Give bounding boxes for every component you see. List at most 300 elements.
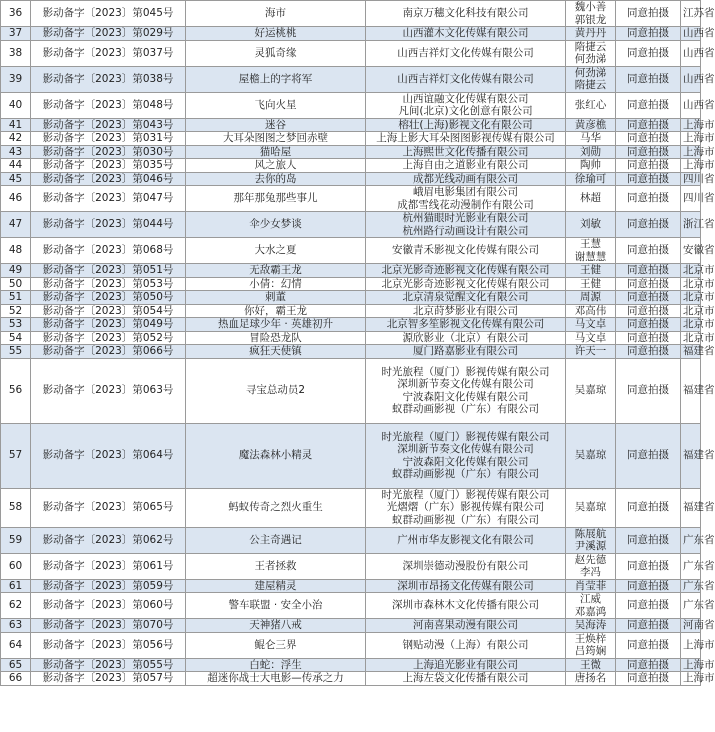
film-title: 公主奇遇记 (186, 527, 366, 553)
row-number: 38 (1, 40, 31, 66)
company-cell (366, 423, 566, 488)
row-number: 44 (1, 159, 31, 173)
row-number: 58 (1, 488, 31, 527)
film-title: 无敌霸王龙 (186, 264, 366, 278)
person-cell (566, 238, 616, 264)
registration-id: 影动备字〔2023〕第046号 (31, 172, 186, 186)
registration-id: 影动备字〔2023〕第065号 (31, 488, 186, 527)
registration-id: 影动备字〔2023〕第060号 (31, 593, 186, 619)
film-title: 那年那兔那些事儿 (186, 186, 366, 212)
registration-id: 影动备字〔2023〕第043号 (31, 118, 186, 132)
company-cell-line: 广州市华友影视文化有限公司 (397, 533, 534, 546)
table-body (1, 1, 715, 686)
person-cell (566, 527, 616, 553)
film-title: 大水之夏 (186, 238, 366, 264)
person-cell (566, 40, 616, 66)
person-cell-line: 周源 (580, 291, 601, 303)
approval-status: 同意拍摄 (616, 358, 681, 423)
person-cell (566, 553, 616, 579)
province-cell: 北京市 (681, 264, 701, 278)
company-cell (366, 145, 566, 159)
approval-status: 同意拍摄 (616, 277, 681, 291)
person-cell (566, 92, 616, 118)
company-cell (366, 132, 566, 146)
province-cell: 山西省 (681, 27, 701, 41)
row-number: 43 (1, 145, 31, 159)
film-title: 寻宝总动员2 (186, 358, 366, 423)
province-cell: 山西省 (681, 40, 701, 66)
person-cell-line: 谢慧慧 (574, 250, 607, 263)
row-number: 53 (1, 318, 31, 332)
person-cell (566, 672, 616, 686)
province-cell: 安徽省 (681, 238, 701, 264)
person-cell (566, 118, 616, 132)
person-cell (566, 331, 616, 345)
company-cell-line: 蚁群动画影视（广东）有限公司 (392, 513, 539, 526)
approval-status: 同意拍摄 (616, 291, 681, 305)
person-cell-line: 郭银龙 (574, 13, 607, 26)
registration-id: 影动备字〔2023〕第059号 (31, 579, 186, 593)
film-title: 建屋精灵 (186, 579, 366, 593)
film-title: 王者拯救 (186, 553, 366, 579)
company-cell (366, 291, 566, 305)
company-cell-line: 宁波森阳文化传媒有限公司 (402, 390, 529, 403)
company-cell-line: 北京光影奇迹影视文化传媒有限公司 (381, 277, 550, 290)
person-cell-line: 马文卓 (574, 331, 607, 344)
registration-id: 影动备字〔2023〕第054号 (31, 304, 186, 318)
person-cell-line: 唐扬名 (574, 672, 607, 684)
table-row (1, 553, 701, 579)
film-title: 蚂蚁传奇之烈火重生 (186, 488, 366, 527)
row-number: 52 (1, 304, 31, 318)
registration-id: 影动备字〔2023〕第052号 (31, 331, 186, 345)
person-cell-line: 王微 (580, 658, 601, 671)
company-cell-line: 深圳新节奏文化传媒有限公司 (397, 443, 534, 455)
company-cell (366, 593, 566, 619)
table-row (1, 277, 701, 291)
row-number: 54 (1, 331, 31, 345)
company-cell-line: 北京清泉觉醒文化有限公司 (402, 291, 529, 303)
registration-id: 影动备字〔2023〕第029号 (31, 27, 186, 41)
row-number: 51 (1, 291, 31, 305)
province-cell: 上海市 (681, 658, 701, 672)
registration-id: 影动备字〔2023〕第062号 (31, 527, 186, 553)
table-row (1, 212, 701, 238)
province-cell: 上海市 (681, 145, 701, 159)
person-cell (566, 145, 616, 159)
person-cell (566, 1, 616, 27)
person-cell (566, 345, 616, 359)
film-title: 你好，霸王龙 (186, 304, 366, 318)
person-cell-line: 许天一 (574, 345, 607, 357)
approval-status: 同意拍摄 (616, 579, 681, 593)
province-cell: 上海市 (681, 132, 701, 146)
approval-status: 同意拍摄 (616, 40, 681, 66)
province-cell: 河南省 (681, 619, 701, 633)
table-row (1, 304, 701, 318)
company-cell-line: 光熠熠（广东）影视传媒有限公司 (386, 501, 545, 514)
registration-id: 影动备字〔2023〕第044号 (31, 212, 186, 238)
film-title: 大耳朵图图之梦回赤壁 (186, 132, 366, 146)
registration-id: 影动备字〔2023〕第045号 (31, 1, 186, 27)
company-cell-line: 时光旅程（厦门）影视传媒有限公司 (381, 488, 550, 501)
company-cell (366, 92, 566, 118)
registration-id: 影动备字〔2023〕第048号 (31, 92, 186, 118)
province-cell: 福建省 (681, 358, 701, 423)
company-cell-line: 钢贴动漫（上海）有限公司 (402, 638, 529, 651)
company-cell (366, 304, 566, 318)
registration-id: 影动备字〔2023〕第050号 (31, 291, 186, 305)
person-cell (566, 304, 616, 318)
film-title: 飞向火星 (186, 92, 366, 118)
person-cell (566, 159, 616, 173)
province-cell: 上海市 (681, 632, 701, 658)
registration-id: 影动备字〔2023〕第051号 (31, 264, 186, 278)
person-cell (566, 423, 616, 488)
row-number: 66 (1, 672, 31, 686)
table-row (1, 345, 701, 359)
registration-id: 影动备字〔2023〕第061号 (31, 553, 186, 579)
film-title: 屋檐上的字将军 (186, 66, 366, 92)
person-cell-line: 吴海涛 (574, 619, 607, 631)
person-cell-line: 陈展航 (574, 527, 607, 540)
company-cell (366, 1, 566, 27)
person-cell (566, 488, 616, 527)
row-number: 64 (1, 632, 31, 658)
table-row (1, 593, 701, 619)
company-cell (366, 238, 566, 264)
row-number: 55 (1, 345, 31, 359)
person-cell-line: 何劲涕 (574, 53, 607, 65)
person-cell-line: 王健 (580, 277, 601, 290)
approval-status: 同意拍摄 (616, 331, 681, 345)
registration-id: 影动备字〔2023〕第068号 (31, 238, 186, 264)
person-cell-line: 吴嘉琼 (574, 501, 607, 514)
approval-status: 同意拍摄 (616, 658, 681, 672)
person-cell-line: 李冯 (580, 566, 601, 578)
person-cell-line: 黄丹丹 (574, 27, 607, 39)
registration-id: 影动备字〔2023〕第035号 (31, 159, 186, 173)
approval-status: 同意拍摄 (616, 1, 681, 27)
table-row (1, 27, 701, 41)
registration-id: 影动备字〔2023〕第066号 (31, 345, 186, 359)
person-cell-line: 赵先德 (574, 553, 607, 566)
row-number: 48 (1, 238, 31, 264)
film-title: 小倩：幻情 (186, 277, 366, 291)
person-cell (566, 172, 616, 186)
table-row (1, 423, 701, 488)
table-row (1, 331, 701, 345)
person-cell-line: 林超 (580, 192, 601, 205)
row-number: 59 (1, 527, 31, 553)
registration-id: 影动备字〔2023〕第037号 (31, 40, 186, 66)
person-cell (566, 186, 616, 212)
company-cell-line: 榕壮(上海)影视文化有限公司 (398, 118, 533, 131)
person-cell (566, 291, 616, 305)
table-row (1, 658, 701, 672)
table-row (1, 488, 701, 527)
company-cell-line: 北京光影奇迹影视文化传媒有限公司 (381, 264, 550, 276)
approval-status: 同意拍摄 (616, 527, 681, 553)
registration-id: 影动备字〔2023〕第064号 (31, 423, 186, 488)
approval-status: 同意拍摄 (616, 553, 681, 579)
approval-status: 同意拍摄 (616, 593, 681, 619)
company-cell (366, 345, 566, 359)
province-cell: 福建省 (681, 488, 701, 527)
company-cell-line: 山西吉祥灯文化传媒有限公司 (397, 46, 534, 59)
table-row (1, 291, 701, 305)
row-number: 50 (1, 277, 31, 291)
company-cell-line: 深圳市昂扬文化传媒有限公司 (397, 579, 534, 592)
approval-status: 同意拍摄 (616, 212, 681, 238)
row-number: 42 (1, 132, 31, 146)
person-cell-line: 肖莹菲 (574, 579, 607, 592)
company-cell-line: 蚁群动画影视（广东）有限公司 (392, 403, 539, 415)
person-cell-line: 邓高伟 (574, 304, 607, 317)
company-cell (366, 488, 566, 527)
company-cell-line: 上海自由之道影业有限公司 (402, 159, 529, 171)
table-row (1, 145, 701, 159)
company-cell-line: 山西吉祥灯文化传媒有限公司 (397, 72, 534, 85)
row-number: 65 (1, 658, 31, 672)
person-cell-line: 刘勋 (580, 145, 601, 158)
company-cell-line: 安徽青禾影视文化传媒有限公司 (392, 244, 539, 257)
company-cell (366, 318, 566, 332)
approval-status: 同意拍摄 (616, 118, 681, 132)
person-cell-line: 徐瑜可 (574, 172, 607, 185)
table-row (1, 579, 701, 593)
province-cell: 广东省 (681, 579, 701, 593)
film-title: 风之旅人 (186, 159, 366, 173)
company-cell-line: 深圳崇德动漫股份有限公司 (402, 559, 529, 572)
approval-status: 同意拍摄 (616, 238, 681, 264)
person-cell-line: 吕筠娴 (574, 645, 607, 657)
company-cell (366, 658, 566, 672)
approval-status: 同意拍摄 (616, 423, 681, 488)
row-number: 63 (1, 619, 31, 633)
person-cell-line: 马文卓 (574, 318, 607, 330)
company-cell-line: 成都光线动画有限公司 (413, 172, 518, 185)
company-cell (366, 66, 566, 92)
company-cell (366, 527, 566, 553)
company-cell (366, 331, 566, 345)
registration-id: 影动备字〔2023〕第057号 (31, 672, 186, 686)
company-cell-line: 凡间(北京)文化创意有限公司 (398, 105, 533, 117)
row-number: 46 (1, 186, 31, 212)
film-title: 警车联盟 · 安全小治 (186, 593, 366, 619)
film-title: 疯狂天使镇 (186, 345, 366, 359)
registration-id: 影动备字〔2023〕第056号 (31, 632, 186, 658)
person-cell-line: 魏小善 (574, 1, 607, 13)
table-row (1, 1, 701, 27)
company-cell-line: 河南喜果动漫有限公司 (413, 619, 518, 631)
registration-id: 影动备字〔2023〕第063号 (31, 358, 186, 423)
registration-id: 影动备字〔2023〕第030号 (31, 145, 186, 159)
province-cell: 福建省 (681, 345, 701, 359)
film-title: 灵狐奇缘 (186, 40, 366, 66)
film-title: 天神猪八戒 (186, 619, 366, 633)
row-number: 60 (1, 553, 31, 579)
company-cell (366, 27, 566, 41)
company-cell-line: 源欣影业（北京）有限公司 (402, 331, 529, 344)
row-number: 45 (1, 172, 31, 186)
row-number: 41 (1, 118, 31, 132)
approval-status: 同意拍摄 (616, 145, 681, 159)
company-cell (366, 159, 566, 173)
person-cell-line: 吴嘉琼 (574, 449, 607, 462)
company-cell-line: 深圳新节奏文化传媒有限公司 (397, 378, 534, 390)
person-cell-line: 江威 (580, 593, 601, 605)
approval-status: 同意拍摄 (616, 172, 681, 186)
row-number: 61 (1, 579, 31, 593)
approval-status: 同意拍摄 (616, 619, 681, 633)
row-number: 62 (1, 593, 31, 619)
company-cell-line: 上海上影大耳朵图图影视传媒有限公司 (376, 132, 555, 144)
person-cell-line: 何劲涕 (574, 66, 607, 79)
film-title: 冒险恐龙队 (186, 331, 366, 345)
registration-id: 影动备字〔2023〕第047号 (31, 186, 186, 212)
province-cell: 北京市 (681, 304, 701, 318)
person-cell-line: 张红心 (574, 98, 607, 111)
row-number: 36 (1, 1, 31, 27)
province-cell: 山西省 (681, 66, 701, 92)
company-cell-line: 北京莳梦影业有限公司 (413, 304, 518, 317)
company-cell (366, 40, 566, 66)
province-cell: 浙江省 (681, 212, 701, 238)
table-row (1, 172, 701, 186)
person-cell-line: 马华 (580, 132, 601, 144)
company-cell (366, 619, 566, 633)
approval-status: 同意拍摄 (616, 488, 681, 527)
table-row (1, 40, 701, 66)
company-cell-line: 上海追光影业有限公司 (413, 658, 518, 671)
province-cell: 山西省 (681, 92, 701, 118)
company-cell (366, 632, 566, 658)
approval-status: 同意拍摄 (616, 66, 681, 92)
province-cell: 广东省 (681, 553, 701, 579)
table-row (1, 672, 701, 686)
approval-status: 同意拍摄 (616, 186, 681, 212)
province-cell: 北京市 (681, 291, 701, 305)
film-title: 海市 (186, 1, 366, 27)
film-title: 超迷你战士大电影—传承之力 (186, 672, 366, 686)
table-row (1, 632, 701, 658)
table-row (1, 132, 701, 146)
province-cell: 四川省 (681, 172, 701, 186)
province-cell: 福建省 (681, 423, 701, 488)
company-cell (366, 579, 566, 593)
company-cell-line: 上海熙世文化传播有限公司 (402, 145, 529, 158)
approval-status: 同意拍摄 (616, 92, 681, 118)
person-cell (566, 358, 616, 423)
company-cell-line: 南京万穗文化科技有限公司 (402, 7, 529, 20)
person-cell-line: 隋捷云 (574, 40, 607, 53)
table-row (1, 318, 701, 332)
person-cell (566, 318, 616, 332)
company-cell-line: 山西谊融文化传媒有限公司 (402, 92, 529, 105)
film-title: 伞少女梦谈 (186, 212, 366, 238)
table-row (1, 186, 701, 212)
province-cell: 四川省 (681, 186, 701, 212)
person-cell-line: 黄彦樵 (574, 118, 607, 131)
company-cell-line: 上海左袋文化传播有限公司 (402, 672, 529, 684)
person-cell-line: 尹溪源 (574, 540, 607, 552)
company-cell (366, 277, 566, 291)
company-cell-line: 时光旅程（厦门）影视传媒有限公司 (381, 430, 550, 443)
company-cell-line: 深圳市森林木文化传播有限公司 (392, 599, 539, 612)
person-cell (566, 658, 616, 672)
company-cell-line: 杭州路行动画设计有限公司 (402, 224, 529, 237)
company-cell-line: 蚁群动画影视（广东）有限公司 (392, 468, 539, 480)
company-cell-line: 厦门路嘉影业有限公司 (413, 345, 518, 357)
company-cell (366, 212, 566, 238)
province-cell: 上海市 (681, 118, 701, 132)
person-cell-line: 隋捷云 (574, 79, 607, 91)
company-cell (366, 358, 566, 423)
table-row (1, 66, 701, 92)
province-cell: 江苏省 (681, 1, 701, 27)
company-cell (366, 118, 566, 132)
approval-status: 同意拍摄 (616, 318, 681, 332)
approval-status: 同意拍摄 (616, 27, 681, 41)
table-row (1, 159, 701, 173)
approval-status: 同意拍摄 (616, 304, 681, 318)
row-number: 37 (1, 27, 31, 41)
company-cell-line: 成都雪线花动漫制作有限公司 (397, 198, 534, 211)
company-cell-line: 杭州猫眼时光影业有限公司 (402, 212, 529, 224)
registration-id: 影动备字〔2023〕第070号 (31, 619, 186, 633)
film-title: 热血足球少年 · 英雄初升 (186, 318, 366, 332)
film-title: 鲲仑三界 (186, 632, 366, 658)
film-title: 白蛇：浮生 (186, 658, 366, 672)
approval-status: 同意拍摄 (616, 132, 681, 146)
province-cell: 北京市 (681, 277, 701, 291)
row-number: 49 (1, 264, 31, 278)
person-cell (566, 66, 616, 92)
province-cell: 上海市 (681, 159, 701, 173)
province-cell: 北京市 (681, 318, 701, 332)
table-row (1, 92, 701, 118)
company-cell-line: 北京智多笙影视文化传媒有限公司 (386, 318, 545, 330)
film-title: 好运桃桃 (186, 27, 366, 41)
film-title: 迷谷 (186, 118, 366, 132)
row-number: 40 (1, 92, 31, 118)
person-cell (566, 264, 616, 278)
company-cell (366, 553, 566, 579)
row-number: 56 (1, 358, 31, 423)
registration-id: 影动备字〔2023〕第038号 (31, 66, 186, 92)
company-cell-line: 宁波森阳文化传媒有限公司 (402, 455, 529, 468)
approval-status: 同意拍摄 (616, 632, 681, 658)
province-cell: 广东省 (681, 593, 701, 619)
person-cell (566, 579, 616, 593)
film-title: 刺董 (186, 291, 366, 305)
person-cell (566, 632, 616, 658)
table-row (1, 527, 701, 553)
person-cell (566, 619, 616, 633)
table-row (1, 619, 701, 633)
row-number: 39 (1, 66, 31, 92)
approval-status: 同意拍摄 (616, 345, 681, 359)
person-cell-line: 王慧 (580, 238, 601, 250)
person-cell (566, 27, 616, 41)
province-cell: 上海市 (681, 672, 701, 686)
company-cell-line: 时光旅程（厦门）影视传媒有限公司 (381, 365, 550, 378)
table-row (1, 264, 701, 278)
person-cell-line: 陶帅 (580, 159, 601, 171)
registration-id: 影动备字〔2023〕第055号 (31, 658, 186, 672)
approval-status: 同意拍摄 (616, 159, 681, 173)
